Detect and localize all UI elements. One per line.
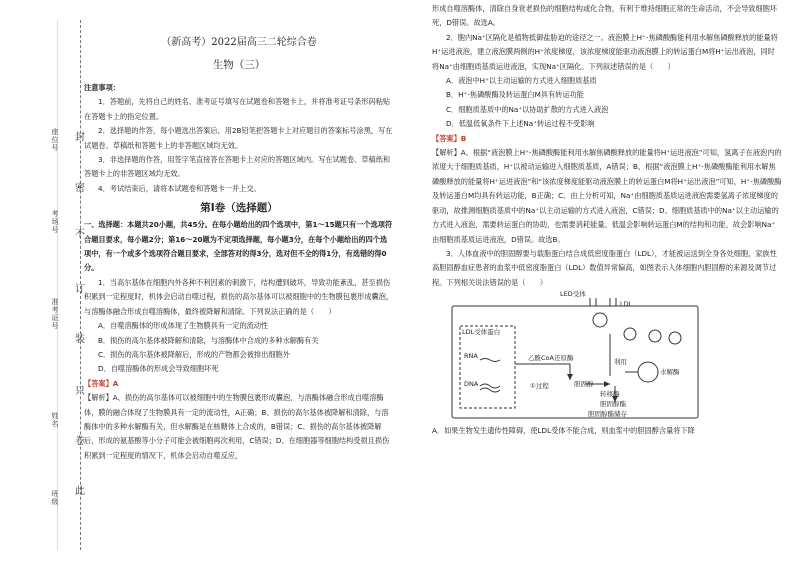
hydrolase-label: 水解酶	[660, 368, 680, 377]
notice-item: 3．非选择题的作答，用签字笔直接答在答题卡上对应的答题区域内。写在试题卷、草稿纸和答题卡上的非答题区域均无效。	[84, 155, 391, 179]
ldl-label: LDL	[620, 300, 633, 309]
name-label: 姓名	[51, 412, 59, 428]
use-label: 利用	[614, 358, 627, 367]
question-stem: 2．胞内Na⁺区隔化是植物抵御盐胁迫的途径之一。液泡膜上H⁺-焦磷酸酶能利用水解焦磷酸释放的能量将H⁺运进液泡，建立液泡膜两侧的H⁺浓度梯度，该浓度梯度能驱动液泡膜上的转运蛋白M将H⁺运出液泡，同时将Na⁺由细胞质基质运进液泡，实现Na⁺区隔化。下列叙述错误的是（ ）	[432, 32, 778, 71]
dna-label: DNA	[464, 380, 479, 389]
reductase-label: 还原酶	[554, 354, 574, 363]
option: B．损伤的高尔基体被降解和清除，与溶酶体中合成的多种水解酶有关	[98, 335, 319, 345]
exam-room-label: 考场号	[51, 210, 59, 234]
section-title: 第Ⅰ卷（选择题）	[200, 202, 278, 215]
option: D．自噬溶酶体的形成会导致细胞坏死	[98, 364, 219, 374]
question-stem: 1．当高尔基体在细胞内外各种不利因素的刺激下，结构遭到破坏，导致功能紊乱，甚至损伤积累到一定程度时，机体会启动自噬过程，损伤的高尔基体可以被细胞中的生物膜包裹形成囊泡，与溶酶体融合形成自噬溶酶体，最终被降解和清除。下列说法正确的是（ ）	[84, 277, 394, 316]
option: A．如果生物发生遗传性障碍，使LDL受体不能合成，则血浆中的胆固醇含量将下降	[432, 426, 695, 436]
margin-char: 此	[75, 486, 85, 497]
margin-char: 密	[75, 183, 85, 194]
right-column	[432, 2, 782, 439]
option: B．H⁺-焦磷酸酶及转运蛋白M具有转运功能	[446, 90, 584, 100]
notice-item: 2．选择题的作答，每小题选出答案后，用2B铅笔把答题卡上对应题目的答案标号涂黑，写在试题卷、草稿纸和答题卡上的非答题区域均无效。	[84, 126, 393, 150]
answer-label: 【答案】A	[84, 378, 119, 388]
margin-char: 只	[75, 386, 85, 397]
option: D．低温低氧条件下上述Na⁺转运过程不受影响	[446, 119, 595, 129]
ldl-receptor-protein-label: LDL受体蛋白	[462, 328, 501, 337]
cholesterol-ester-label: 胆固醇酯	[600, 400, 626, 409]
left-column	[84, 0, 394, 463]
rna-label: RNA	[464, 352, 478, 361]
class-label: 班级	[51, 490, 59, 506]
notice-item: 1．答题前，先将自己的姓名、准考证号填写在试题卷和答题卡上，并将准考证号条形码粘贴在答题卡上的指定位置。	[84, 97, 391, 121]
exam-title: （新高考）2022届高三二轮综合卷	[161, 37, 317, 48]
margin-char: 封	[75, 132, 85, 143]
ticket-number-label: 准考证号	[51, 298, 59, 330]
section-intro: 一、选择题：本题共20小题，共45分。在每小题给出的四个选项中，第1～15题只有一个选项符合题目要求，每小题2分；第16～20题为不定项选择题，每小题3分，在每个小题给出的四个选项中，有一个或多个选项符合题目要求，全部答对的得3分，选对但不全的得1分，有选错的得0分。	[84, 220, 393, 273]
option: A．自噬溶酶体的形成体现了生物膜具有一定的流动性	[98, 321, 269, 331]
question-stem: 3．人体血液中的胆固醇要与载脂蛋白结合成低密度脂蛋白（LDL），才能被运送到全身各处细胞，家族性高胆固醇血症患者的血浆中低密度脂蛋白（LDL）数值异常偏高，如图表示人体细胞内胆固醇的来源及调节过程。下列相关说法错误的是（ ）	[432, 248, 777, 287]
diagram-graphic	[450, 294, 700, 420]
margin-char: 不	[75, 229, 85, 240]
exam-subtitle: 生物（三）	[212, 59, 266, 71]
analysis-text: 【解析】A、根据“液泡膜上H⁺-焦磷酸酶能利用水解焦磷酸释放的能量将H⁺运进液泡”可知，氢离子在液泡内的浓度大于细胞质基质，H⁺以被动运输进入细胞质基质，A错误；B、根据“液泡膜上H⁺-焦磷酸酶能利用水解焦磷酸释放的能量将H⁺运进液泡”和“该浓度梯度能驱动液泡膜上的转运蛋白M将H⁺运出液泡”可知，H⁺-焦磷酸酶及转运蛋白M均具有转运功能，B正确；C、由上分析可知，Na⁺由细胞质基质运进液泡需要氢离子浓度梯度的驱动，故推测细胞质基质中的Na⁺以主动运输的方式进入液泡，C错误；D、细胞质基质中的Na⁺以主动运输的方式进入液泡，需要转运蛋白的协助，也需要消耗能量。低温会影响转运蛋白M的结构和功能，故会影响Na⁺由细胞质基质运进液泡，D错误。故选B。	[432, 148, 782, 244]
analysis-text: 【解析】A、损伤的高尔基体可以被细胞中的生物膜包裹形成囊泡，与溶酶体融合形成自噬溶酶体，膜的融合体现了生物膜具有一定的流动性，A正确；B、损伤的高尔基体被降解和清除，与溶酶体中的多种水解酶有关，但水解酶是在核糖体上合成的，B错误；C、损伤的高尔基体被降解后，形成的氨基酸等小分子可能会被细胞再次利用，C错误；D、在细胞器等细胞结构受损且损伤积累到一定程度的情况下，机体会启动自噬反应，	[84, 393, 390, 460]
seat-number-label: 座位号	[51, 128, 59, 152]
margin-char: 装	[75, 334, 85, 345]
answer-label: 【答案】B	[432, 133, 467, 143]
margin-char: 订	[75, 284, 85, 295]
led-receptor-label: LED受体	[560, 290, 586, 299]
cholesterol-label: 胆固醇	[574, 380, 594, 389]
option: C．损伤的高尔基体被降解后，形成的产物都会被排出细胞外	[98, 349, 290, 359]
analysis-continued: 形成自噬溶酶体，清除自身衰老损伤的细胞结构或化合物，有利于维持细胞正常的生命活动，不会导致细胞坏死，D错误。故选A。	[432, 4, 778, 28]
notice-heading: 注意事项：	[84, 83, 120, 92]
acetyl-coa-label: 乙酰CoA	[528, 354, 554, 363]
cholesterol-diagram	[450, 290, 700, 420]
margin-char: 卷	[75, 436, 85, 447]
notice-item: 4．考试结束后，请将本试题卷和答题卡一并上交。	[98, 183, 261, 193]
margin-rule	[57, 20, 58, 550]
process-label: ①过程	[530, 382, 549, 391]
binding-margin	[0, 0, 84, 562]
storage-label: 胆固醇酯储存	[588, 410, 627, 419]
option: C．细胞质基质中的Na⁺以协助扩散的方式进入液泡	[446, 104, 609, 114]
enzyme-label: 转移酶	[600, 390, 620, 399]
option: A．液泡中H⁺以主动运输的方式进入细胞质基质	[446, 76, 597, 86]
